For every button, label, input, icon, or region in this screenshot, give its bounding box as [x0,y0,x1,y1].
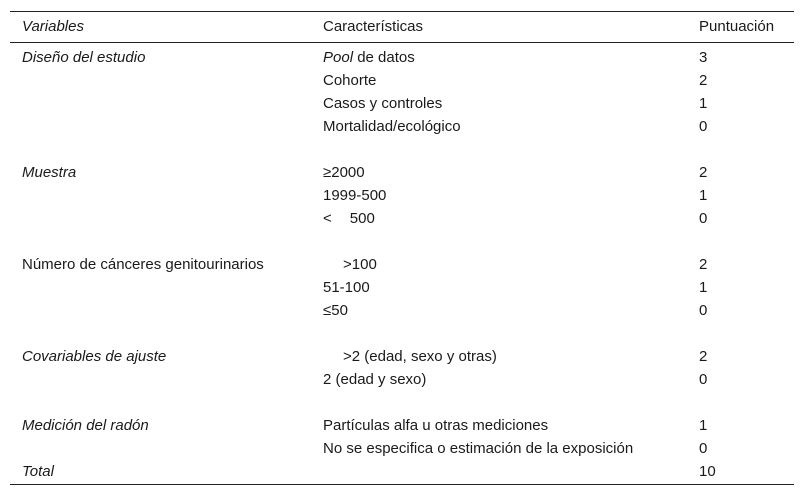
score-cell: 0 [699,302,708,319]
score-cell: 0 [699,371,708,388]
group-spacer [10,322,794,345]
characteristic-cell [323,207,375,230]
characteristic-cell: 1999-500 [323,187,387,204]
score-cell: 0 [699,118,708,135]
total-score: 10 [699,463,716,480]
header-caracteristicas: Características [323,18,424,35]
score-cell: 0 [699,440,708,457]
table-row [10,161,794,184]
characteristic-cell: ≤50 [323,302,348,319]
characteristic-cell: Mortalidad/ecológico [323,118,461,135]
score-cell: 1 [699,417,708,434]
table-row [10,345,794,368]
score-cell: 1 [699,187,708,204]
characteristic-cell: >2 (edad, sexo y otras) [343,348,497,365]
characteristic-cell: Cohorte [323,72,377,89]
header-variables: Variables [22,18,84,35]
table-row [10,46,794,69]
variable-label: Muestra [22,164,77,181]
score-cell: 0 [699,210,708,227]
table-row [10,299,794,322]
header-puntuacion: Puntuación [699,18,775,35]
table-header-row [10,12,794,42]
score-cell: 2 [699,164,708,181]
variable-label: Covariables de ajuste [22,348,167,365]
table-row [10,207,794,230]
table-body [10,43,794,484]
scoring-table [10,11,794,485]
characteristic-cell: 51-100 [323,279,370,296]
score-cell: 3 [699,49,708,66]
score-cell: 2 [699,72,708,89]
characteristic-cell: 2 (edad y sexo) [323,371,427,388]
table-row [10,115,794,138]
variable-label: Número de cánceres genitourinarios [22,256,264,273]
characteristic-italic-part: Pool [323,49,354,66]
characteristic-cell: Casos y controles [323,95,443,112]
table-row [10,253,794,276]
total-label: Total [22,463,54,480]
table-row [10,414,794,437]
group-spacer [10,138,794,161]
group-spacer [10,230,794,253]
score-cell: 2 [699,256,708,273]
score-cell: 1 [699,95,708,112]
table-row [10,69,794,92]
characteristic-cell: >100 [343,256,377,273]
group-spacer [10,391,794,414]
characteristic-rest-part: de datos [353,49,415,66]
score-cell: 1 [699,279,708,296]
total-row [10,460,794,483]
characteristic-cell: Partículas alfa u otras mediciones [323,417,549,434]
characteristic-value: 500 [349,210,375,227]
table-bottom-rule [10,484,794,485]
table-row [10,437,794,460]
characteristic-cell: ≥2000 [323,164,365,181]
characteristic-cell: No se especifica o estimación de la exposición [323,440,634,457]
characteristic-cell [323,46,415,69]
score-cell: 2 [699,348,708,365]
characteristic-prefix: < [323,210,332,227]
variable-label: Medición del radón [22,417,149,434]
table-row [10,276,794,299]
variable-label: Diseño del estudio [22,49,146,66]
table-row [10,92,794,115]
table-row [10,184,794,207]
table-row [10,368,794,391]
